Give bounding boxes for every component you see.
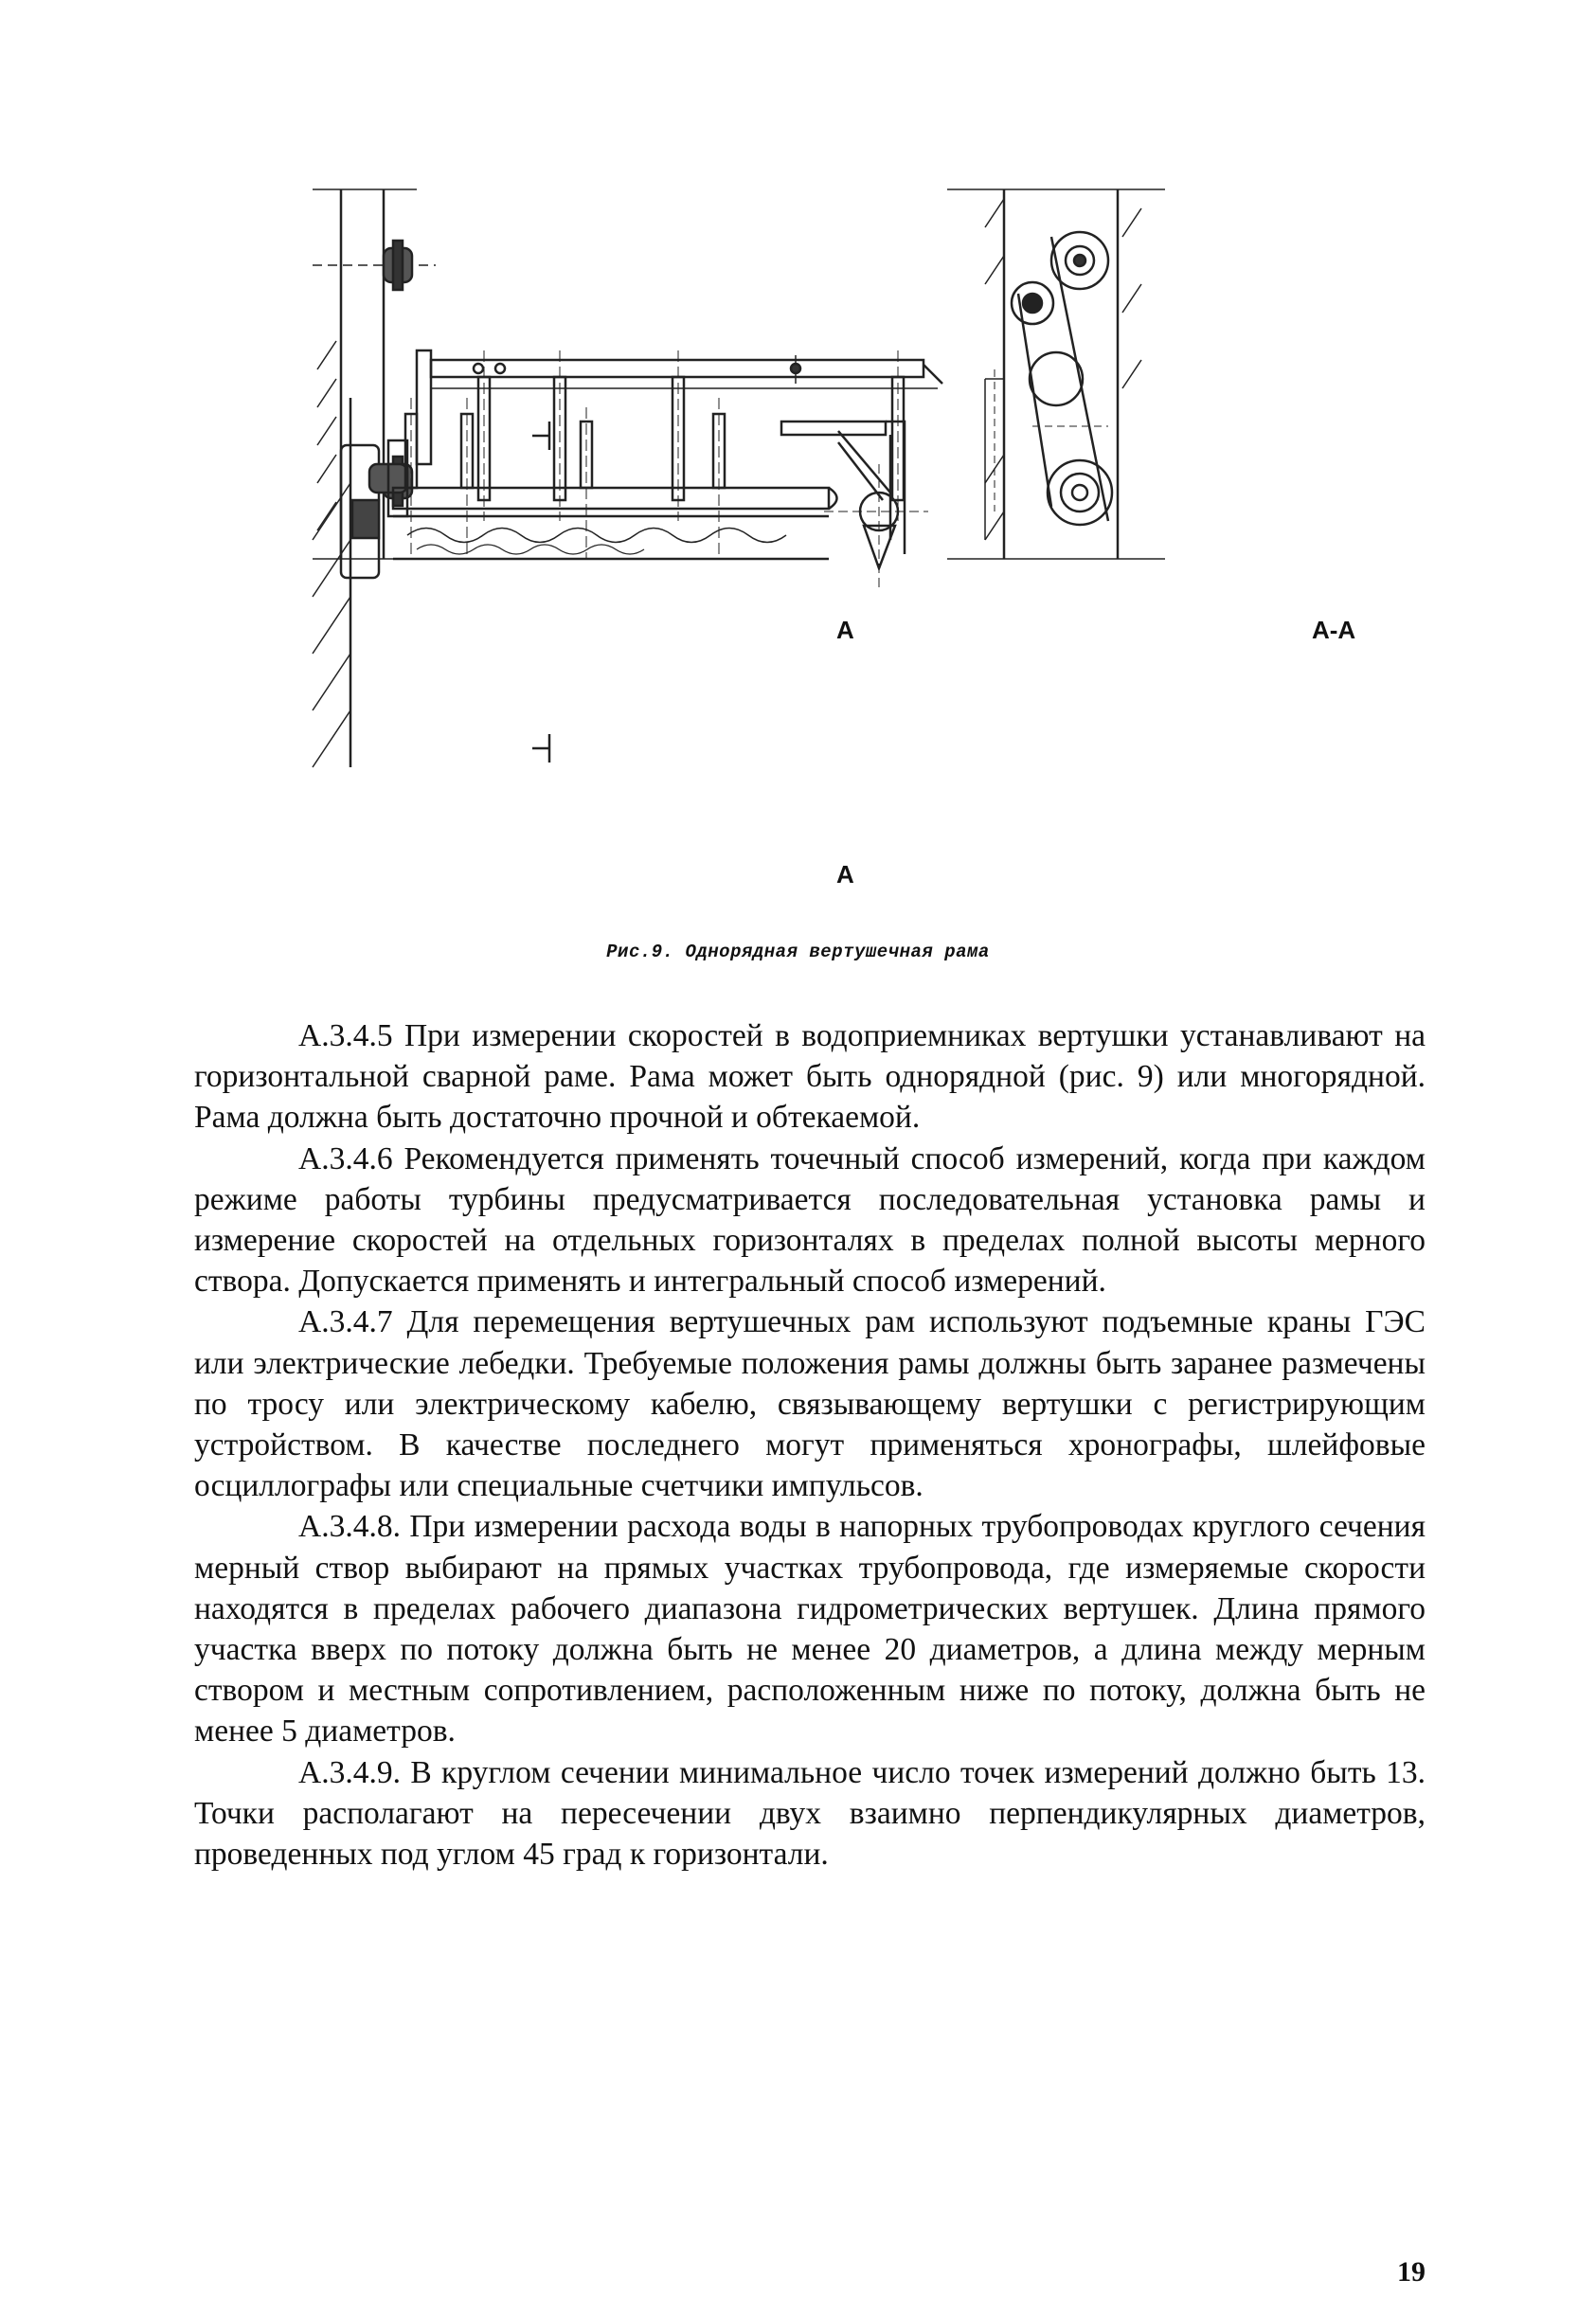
paragraph-a348: А.3.4.8. При измерении расхода воды в напорных трубопроводах круглого сечения мерный створ выбирают на прямых участках трубопровода, где измеряемые скорости находятся в пределах рабочего диапазона гидрометрических вертушек. Длина прямого участка вверх по потоку должна быть не менее 20 диаметров, а длина между мерным створом и местным сопротивлением, расположенным ниже по потоку, должна быть не менее 5 диаметров. [194,1509,1426,1750]
paragraph-a349: А.3.4.9. В круглом сечении минимальное число точек измерений должно быть 13. Точки располагают на пересечении двух взаимно перпендикулярных диаметров, проведенных под углом 45 град к горизонтали. [194,1754,1426,1873]
body-text [194,1015,1426,1875]
paragraph-a347: А.3.4.7 Для перемещения вертушечных рам используют подъемные краны ГЭС или электрические лебедки. Требуемые положения рамы должны быть заранее размечены по тросу или электрическому кабелю, связывающему вертушки с регистрирующим устройством. В качестве последнего могут применяться хронографы, шлейфовые осциллографы или специальные счетчики импульсов. [194,1304,1426,1504]
side-detail-drawing [947,189,1165,559]
section-cut-label-top: A [836,616,854,644]
section-cut-label-bottom: A [836,860,854,888]
section-aa-drawing [781,422,928,587]
page-number: 19 [1397,2256,1426,2288]
figure-9-frame-drawing [284,180,1487,938]
elevation-view-drawing [313,398,837,767]
section-view-label: A-A [1312,616,1356,644]
paragraph-a346: А.3.4.6 Рекомендуется применять точечный способ измерений, когда при каждом режиме работы турбины предусматривается последовательная установка рамы и измерение скоростей на отдельных горизонталях в пределах полной высоты мерного створа. Допускается применять и интегральный способ измерений. [194,1140,1426,1300]
paragraph-a345: А.3.4.5 При измерении скоростей в водоприемниках вертушки устанавливают на горизонтальной сварной раме. Рама может быть однорядной (рис. 9) или многорядной. Рама должна быть достаточно прочной и обтекаемой. [194,1018,1426,1136]
figure-caption: Рис.9. Однорядная вертушечная рама [606,942,990,962]
